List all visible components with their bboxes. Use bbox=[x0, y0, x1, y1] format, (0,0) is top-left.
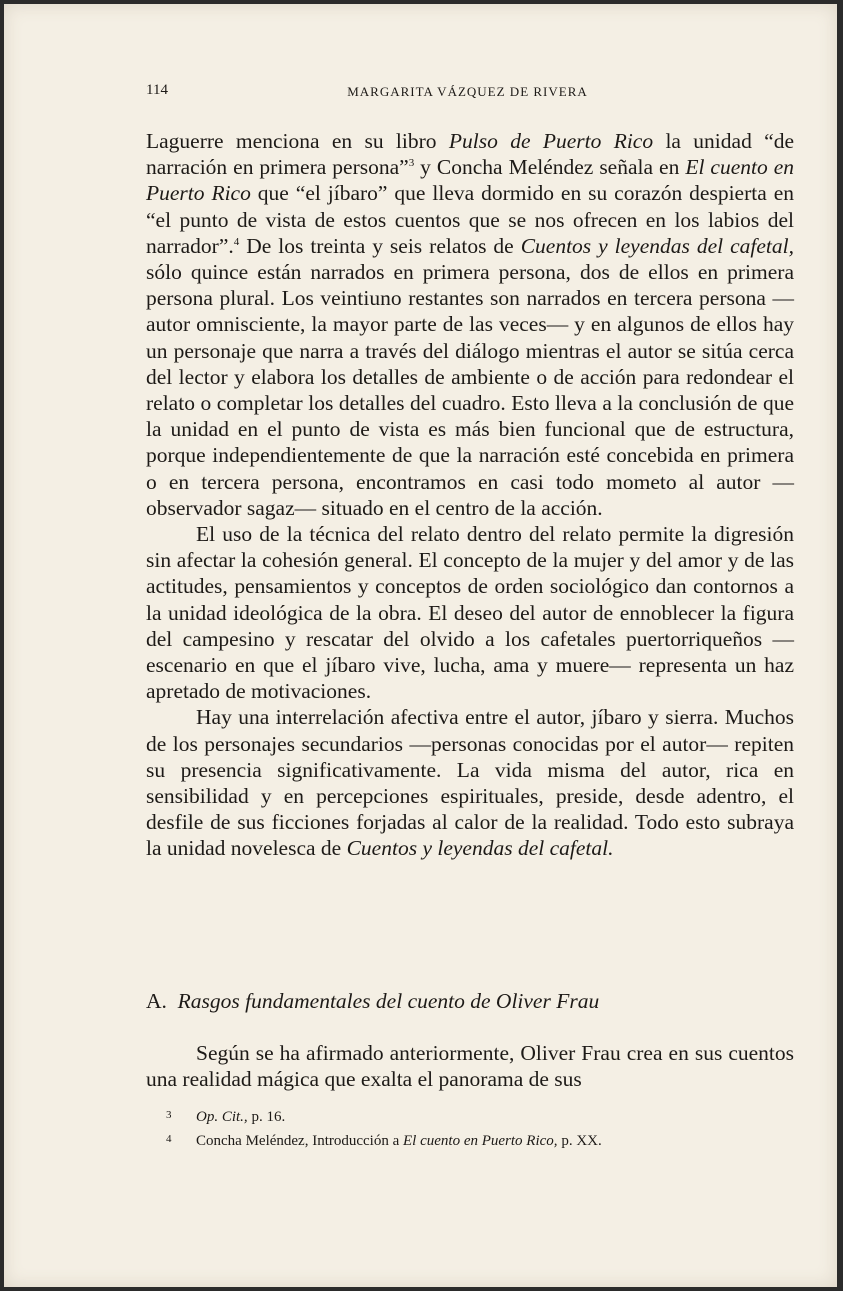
italic-title: Pulso de Puerto Rico bbox=[448, 129, 654, 153]
text-run: que “el jíbaro” que lleva dormido en su corazón despierta en “el punto de vista de estos cuentos que se nos ofrecen en los labios del narrador”. bbox=[146, 181, 794, 258]
section-title: Rasgos fundamentales del cuento de Oliver Frau bbox=[177, 989, 600, 1013]
text-run: la unidad “de narración en primera persona” bbox=[146, 129, 795, 180]
text-run: Laguerre menciona en su libro bbox=[146, 129, 449, 153]
text-run: Hay una interrelación afectiva entre el autor, jíbaro y sierra. Muchos de los personajes secundarios —personas conocidas por el autor— repiten su presencia significativamente. La vida misma del autor, rica en sensibilidad y en percepciones espirituales, preside, desde adentro, el desfile de sus ficciones forjadas al calor de la realidad. Todo esto subraya la unidad novelesca de bbox=[146, 705, 794, 861]
footnote-number: 4 bbox=[166, 1133, 172, 1145]
footnotes bbox=[166, 1104, 786, 1152]
italic-title: Cuentos y leyendas del cafetal. bbox=[346, 836, 614, 861]
footnote-reference: 3 bbox=[408, 157, 415, 170]
text-run: p. 16. bbox=[247, 1109, 286, 1125]
running-head bbox=[146, 82, 789, 104]
page-number: 114 bbox=[146, 82, 168, 98]
paragraph bbox=[146, 704, 794, 861]
footnote-reference: 4 bbox=[233, 235, 240, 248]
paragraph bbox=[146, 521, 794, 704]
paragraph bbox=[146, 128, 794, 521]
book-page bbox=[4, 4, 837, 1287]
text-run: p. XX. bbox=[557, 1133, 602, 1149]
section-heading bbox=[146, 988, 794, 1014]
text-run: De los treinta y seis relatos de bbox=[239, 233, 521, 258]
section-paragraph: Según se ha afirmado anteriormente, Oliver Frau crea en sus cuentos una realidad mágica que exalta el panorama de sus bbox=[146, 1041, 794, 1092]
italic-title: Cuentos y leyendas del cafetal, bbox=[520, 233, 794, 258]
italic-title: El cuento en Puerto Rico bbox=[146, 155, 794, 206]
footnote bbox=[166, 1104, 786, 1128]
text-run: sólo quince están narrados en primera persona, dos de ellos en primera persona plural. Los veintiuno restantes son narrados en tercera persona —autor omnisciente, la mayor parte de las veces— y en algunos de ellos hay un personaje que narra a través del diálogo mientras el autor se sitúa cerca del lector y elabora los detalles de ambiente o de acción para redondear el relato o completar los detalles del cuadro. Esto lleva a la conclusión de que la unidad en el punto de vista es más bien funcional que de estructura, porque independientemente de que la narración esté concebida en primera o en tercera persona, encontramos en casi todo mometo al autor —observador sagaz— situado en el centro de la acción. bbox=[146, 260, 794, 520]
text-run: El uso de la técnica del relato dentro del relato permite la digresión sin afectar la cohesión general. El concepto de la mujer y del amor y de las actitudes, pensamientos y conceptos de orden sociológico dan contornos a la unidad ideológica de la obra. El deseo del autor de ennoblecer la figura del campesino y rescatar del olvido a los cafetales puertorriqueños —escenario en que el jíbaro vive, lucha, ama y muere— representa un haz apretado de motivaciones. bbox=[146, 522, 794, 704]
section-letter: A. bbox=[146, 989, 167, 1013]
footnote bbox=[166, 1128, 786, 1152]
italic-title: Op. Cit., bbox=[196, 1109, 248, 1125]
body-text bbox=[146, 128, 794, 862]
section-text bbox=[146, 1040, 794, 1092]
text-run: Concha Meléndez, Introducción a bbox=[196, 1133, 404, 1149]
running-title: MARGARITA VÁZQUEZ DE RIVERA bbox=[347, 84, 588, 99]
footnote-number: 3 bbox=[166, 1109, 172, 1121]
text-run: y Concha Meléndez señala en bbox=[414, 155, 686, 180]
italic-title: El cuento en Puerto Rico, bbox=[403, 1133, 558, 1149]
